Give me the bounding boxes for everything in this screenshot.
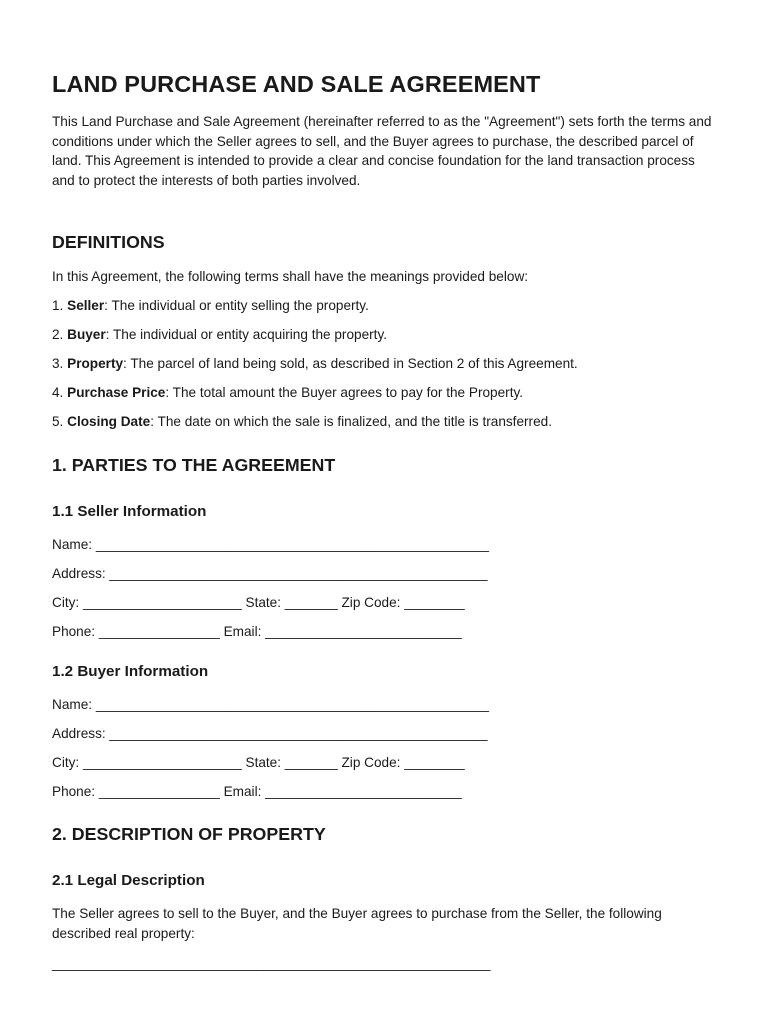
definition-text: : The individual or entity acquiring the property.: [105, 327, 388, 342]
definition-item: [52, 297, 369, 315]
seller-name-field: Name: ____________________________________________________: [52, 537, 489, 552]
legal-description-text: The Seller agrees to sell to the Buyer, and the Buyer agrees to purchase from the Seller, the following described real property:: [52, 906, 662, 941]
definition-term: Seller: [67, 298, 105, 313]
legal-description-heading: 2.1 Legal Description: [52, 872, 205, 889]
definition-number: 2.: [52, 327, 68, 342]
definition-item: [52, 384, 523, 402]
section2-heading: 2. DESCRIPTION OF PROPERTY: [52, 824, 326, 844]
definition-text: : The total amount the Buyer agrees to pay for the Property.: [165, 385, 524, 400]
definition-term: Purchase Price: [67, 385, 166, 400]
buyer-name-field: Name: ____________________________________________________: [52, 697, 489, 712]
definitions-heading: DEFINITIONS: [52, 232, 165, 252]
definition-number: 1.: [52, 298, 68, 313]
section1-heading: 1. PARTIES TO THE AGREEMENT: [52, 455, 336, 475]
buyer-city-state-zip-field: City: _____________________ State: _______ Zip Code: ________: [52, 755, 465, 770]
definition-item: [52, 355, 578, 373]
buyer-address-field: Address: __________________________________________________: [52, 726, 488, 741]
definition-term: Buyer: [67, 327, 106, 342]
definition-number: 4.: [52, 385, 68, 400]
definition-item: [52, 326, 387, 344]
definitions-lead: In this Agreement, the following terms shall have the meanings provided below:: [52, 269, 529, 284]
definition-number: 5.: [52, 414, 68, 429]
definition-text: : The individual or entity selling the property.: [104, 298, 369, 313]
definition-text: : The date on which the sale is finalized, and the title is transferred.: [150, 414, 552, 429]
buyer-phone-email-field: Phone: ________________ Email: __________________________: [52, 784, 462, 799]
intro-paragraph: This Land Purchase and Sale Agreement (hereinafter referred to as the "Agreement") sets forth the terms and conditions under which the Seller agrees to sell, and the Buyer agrees to purchase, the described parcel of land. This Agreement is intended to provide a clear and concise foundation for the land transaction process and to protect the interests of both parties involved.: [52, 114, 712, 188]
definition-term: Closing Date: [67, 414, 151, 429]
seller-info-heading: 1.1 Seller Information: [52, 503, 207, 520]
seller-address-field: Address: __________________________________________________: [52, 566, 488, 581]
definition-number: 3.: [52, 356, 68, 371]
definition-item: [52, 413, 552, 431]
seller-phone-email-field: Phone: ________________ Email: __________________________: [52, 624, 462, 639]
buyer-info-heading: 1.2 Buyer Information: [52, 663, 209, 680]
definition-text: : The parcel of land being sold, as described in Section 2 of this Agreement.: [123, 356, 578, 371]
legal-description-blank: __________________________________________________________: [52, 956, 491, 971]
seller-city-state-zip-field: City: _____________________ State: _______ Zip Code: ________: [52, 595, 465, 610]
definition-term: Property: [67, 356, 124, 371]
document-title: LAND PURCHASE AND SALE AGREEMENT: [52, 71, 541, 97]
